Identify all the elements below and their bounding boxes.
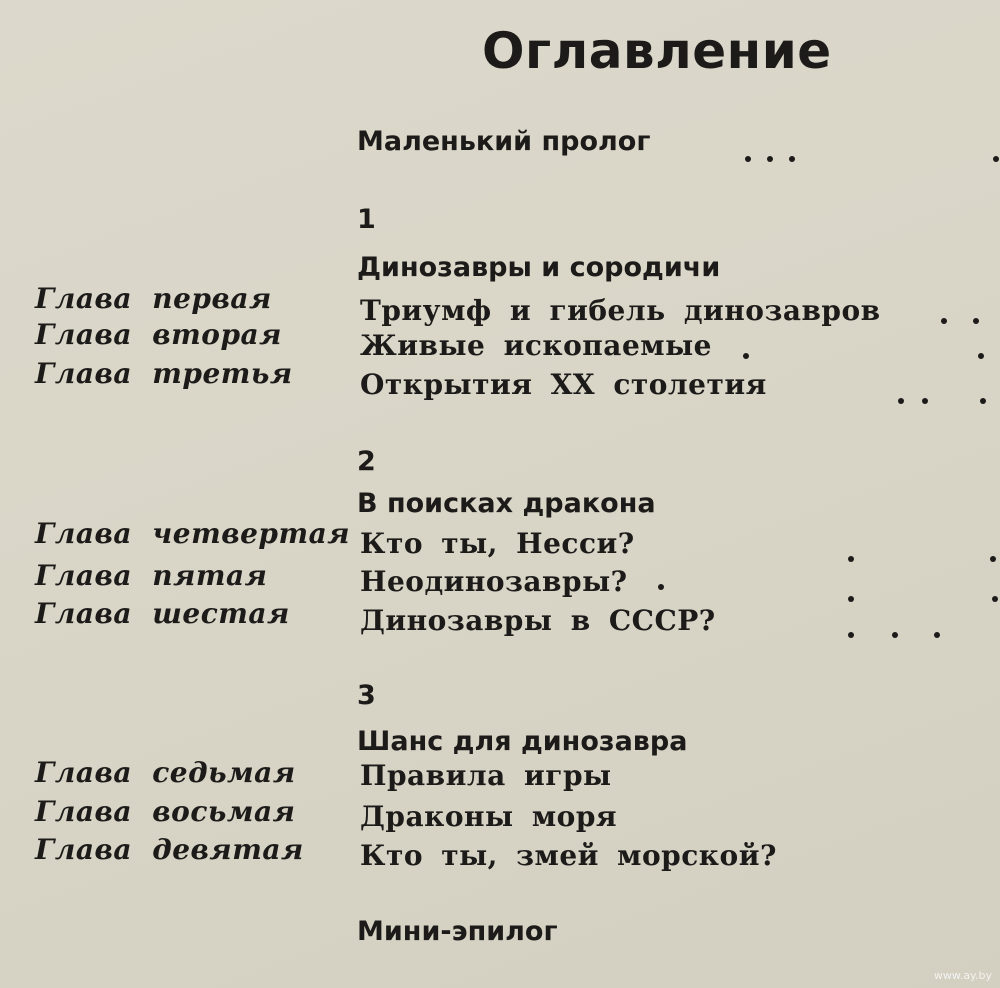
epilogue-entry: Мини-эпилог	[357, 916, 558, 947]
chapter-label: Глава шестая	[35, 597, 290, 630]
leader-dot	[848, 596, 854, 602]
chapter-label: Глава третья	[35, 357, 293, 390]
leader-dot	[922, 398, 928, 404]
chapter-label: Глава первая	[35, 282, 272, 315]
chapter-label: Глава четвертая	[35, 517, 351, 550]
chapter-label: Глава пятая	[35, 559, 268, 592]
leader-dot	[848, 556, 854, 562]
chapter-title: Открытия XX столетия	[360, 368, 767, 401]
chapter-title: Драконы моря	[360, 800, 618, 833]
leader-dot	[980, 398, 986, 404]
leader-dot	[993, 156, 999, 162]
leader-dot	[892, 632, 898, 638]
chapter-title: Живые ископаемые	[360, 329, 712, 362]
chapter-title: Правила игры	[360, 759, 612, 792]
part-title: Динозавры и сородичи	[357, 252, 721, 283]
leader-dot	[934, 632, 940, 638]
chapter-label: Глава седьмая	[35, 756, 296, 789]
leader-dot	[745, 156, 751, 162]
chapter-title: Динозавры в СССР?	[360, 604, 716, 637]
chapter-title: Неодинозавры?	[360, 565, 628, 598]
leader-dot	[898, 398, 904, 404]
chapter-label: Глава девятая	[35, 833, 304, 866]
leader-dot	[789, 156, 795, 162]
watermark: www.ay.by	[933, 969, 992, 982]
page-title: Оглавление	[482, 22, 832, 80]
part-number: 1	[357, 204, 376, 235]
chapter-title: Триумф и гибель динозавров	[360, 294, 881, 327]
part-title: Шанс для динозавра	[357, 726, 688, 757]
part-number: 3	[357, 680, 376, 711]
leader-dot	[978, 353, 984, 359]
chapter-label: Глава вторая	[35, 318, 282, 351]
chapter-title: Кто ты, Несси?	[360, 527, 635, 560]
part-title: В поисках дракона	[357, 488, 656, 519]
leader-dot	[743, 353, 749, 359]
part-number: 2	[357, 446, 376, 477]
prologue-entry: Маленький пролог	[357, 126, 651, 157]
leader-dot	[848, 632, 854, 638]
leader-dot	[941, 318, 947, 324]
chapter-label: Глава восьмая	[35, 795, 296, 828]
leader-dot	[992, 596, 998, 602]
leader-dot	[658, 584, 664, 590]
leader-dot	[767, 156, 773, 162]
leader-dot	[990, 556, 996, 562]
leader-dot	[973, 318, 979, 324]
chapter-title: Кто ты, змей морской?	[360, 839, 777, 872]
